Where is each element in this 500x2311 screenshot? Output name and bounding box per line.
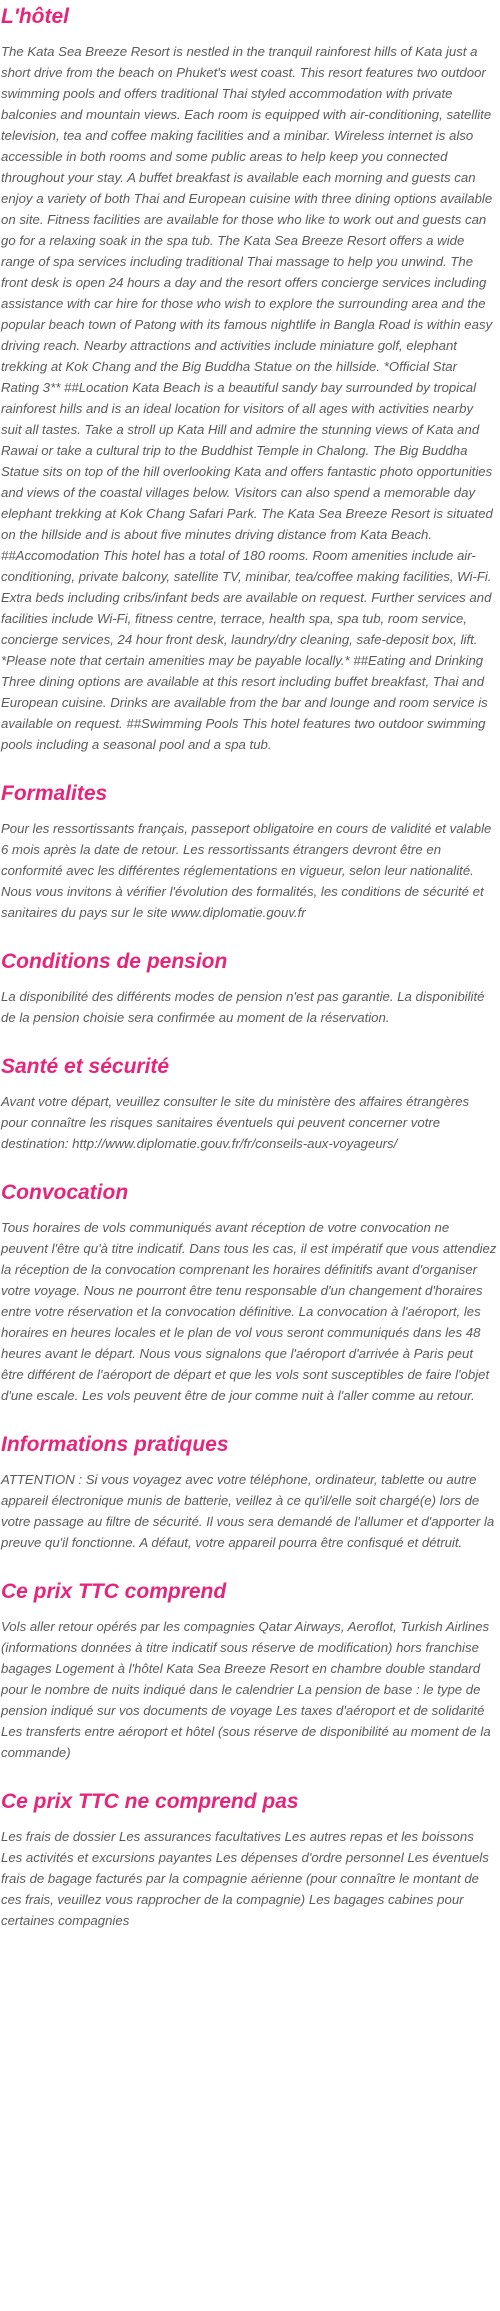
section-body: Vols aller retour opérés par les compagnies Qatar Airways, Aeroflot, Turkish Airlines (informations données à titre indicatif sous réserve de modification) hors franchise bagages Logement à l'hôtel Kata Sea Breeze Resort en chambre double standard pour le nombre de nuits indiqué dans le calendrier La pension de base : le type de pension indiqué sur vos documents de voyage Les taxes d'aéroport et de solidarité Les transferts entre aéroport et hôtel (sous réserve de disponibilité au moment de la commande) xyxy=(1,1619,491,1760)
section-convocation xyxy=(0,1176,500,1406)
section-title: Convocation xyxy=(1,1181,129,1204)
section-hotel xyxy=(0,0,500,755)
section-title: Informations pratiques xyxy=(1,1433,229,1456)
section-prix-ne-comprend-pas xyxy=(0,1785,500,1931)
section-informations-pratiques xyxy=(0,1428,500,1553)
section-title: L'hôtel xyxy=(1,5,69,28)
section-title: Formalites xyxy=(1,782,108,805)
section-body: Pour les ressortissants français, passeport obligatoire en cours de validité et valable 6 mois après la date de retour. Les ressortissants étrangers devront être en conformité avec les différentes réglementations en vigueur, selon leur nationalité. Nous vous invitons à vérifier l'évolution des formalités, les conditions de sécurité et sanitaires du pays sur le site www.diplomatie.gouv.fr xyxy=(1,821,492,920)
section-formalites xyxy=(0,777,500,923)
section-body: Avant votre départ, veuillez consulter le site du ministère des affaires étrangères pour connaître les risques sanitaires éventuels qui peuvent concerner votre destination: http://www.diplomatie.gouv.fr/fr/conseils-aux-voyageurs/ xyxy=(1,1094,470,1151)
section-body: The Kata Sea Breeze Resort is nestled in the tranquil rainforest hills of Kata just a short drive from the beach on Phuket's west coast. This resort features two outdoor swimming pools and offers traditional Thai styled accommodation with private balconies and mountain views. Each room is equipped with air-conditioning, satellite television, tea and coffee making facilities and a minibar. Wireless internet is also accessible in both rooms and some public areas to help keep you connected throughout your stay. A buffet breakfast is available each morning and guests can enjoy a variety of both Thai and European cuisine with three dining options available on site. Fitness facilities are available for those who like to work out and guests can go for a relaxing soak in the spa tub. The Kata Sea Breeze Resort offers a wide range of spa services including traditional Thai massage to help you unwind. The front desk is open 24 hours a day and the resort offers concierge services including assistance with car hire for those who wish to explore the surrounding area and the popular beach town of Patong with its famous nightlife in Bangla Road is within easy driving reach. Nearby attractions and activities include miniature golf, elephant trekking at Kok Chang and the Big Buddha Statue on the hillside. *Official Star Rating 3** ##Location Kata Beach is a beautiful sandy bay surrounded by tropical rainforest hills and is an ideal location for visitors of all ages with activities nearby suit all tastes. Take a stroll up Kata Hill and admire the stunning views of Kata and Rawai or take a cultural trip to the Buddhist Temple in Chalong. The Big Buddha Statue sits on top of the hill overlooking Kata and offers fantastic photo opportunities and views of the coastal villages below. Visitors can also spend a memorable day elephant trekking at Kok Chang Safari Park. The Kata Sea Breeze Resort is situated on the hillside and is about five minutes driving distance from Kata Beach. ##Accomodation This hotel has a total of 180 rooms. Room amenities include air-conditioning, private balcony, satellite TV, minibar, tea/coffee making facilities, Wi-Fi. Extra beds including cribs/infant beds are available on request. Further services and facilities include Wi-Fi, fitness centre, terrace, health spa, spa tub, room service, concierge services, 24 hour front desk, laundry/dry cleaning, safe-deposit box, lift. *Please note that certain amenities may be payable locally.* ##Eating and Drinking Three dining options are available at this resort including buffet breakfast, Thai and European cuisine. Drinks are available from the bar and lounge and room service is available on request. ##Swimming Pools This hotel features two outdoor swimming pools including a seasonal pool and a spa tub. xyxy=(1,44,493,752)
section-title: Ce prix TTC ne comprend pas xyxy=(1,1790,299,1813)
section-body: Les frais de dossier Les assurances facultatives Les autres repas et les boissons Les activités et excursions payantes Les dépenses d'ordre personnel Les éventuels frais de bagage facturés par la compagnie aérienne (pour connaître le montant de ces frais, veuillez vous rapprocher de la compagnie) Les bagages cabines pour certaines compagnies xyxy=(1,1829,489,1928)
section-body: ATTENTION : Si vous voyagez avec votre téléphone, ordinateur, tablette ou autre appareil électronique munis de batterie, veillez à ce qu'il/elle soit chargé(e) lors de votre passage au filtre de sécurité. Il vous sera demandé de l'allumer et d'apporter la preuve qu'il fonctionne. A défaut, votre appareil pourra être confisqué et détruit. xyxy=(1,1472,495,1550)
section-body: Tous horaires de vols communiqués avant réception de votre convocation ne peuvent l'être qu'à titre indicatif. Dans tous les cas, il est impératif que vous attendiez la réception de la convocation comprenant les horaires définitifs avant d'organiser votre voyage. Nous ne pourront être tenu responsable d'un changement d'horaires entre votre réservation et la convocation définitive. La convocation à l'aéroport, les horaires en heures locales et le plan de vol vous seront communiqués dans les 48 heures avant le départ. Nous vous signalons que l'aéroport d'arrivée à Paris peut être différent de l'aéroport de départ et que les vols sont susceptibles de faire l'objet d'une escale. Les vols peuvent être de jour comme nuit à l'aller comme au retour. xyxy=(1,1220,497,1403)
section-title: Conditions de pension xyxy=(1,950,228,973)
section-prix-comprend xyxy=(0,1575,500,1763)
section-body: La disponibilité des différents modes de pension n'est pas garantie. La disponibilité de la pension choisie sera confirmée au moment de la réservation. xyxy=(1,989,485,1025)
section-sante-et-securite xyxy=(0,1050,500,1154)
section-conditions-de-pension xyxy=(0,945,500,1028)
section-title: Santé et sécurité xyxy=(1,1055,170,1078)
section-title: Ce prix TTC comprend xyxy=(1,1580,227,1603)
